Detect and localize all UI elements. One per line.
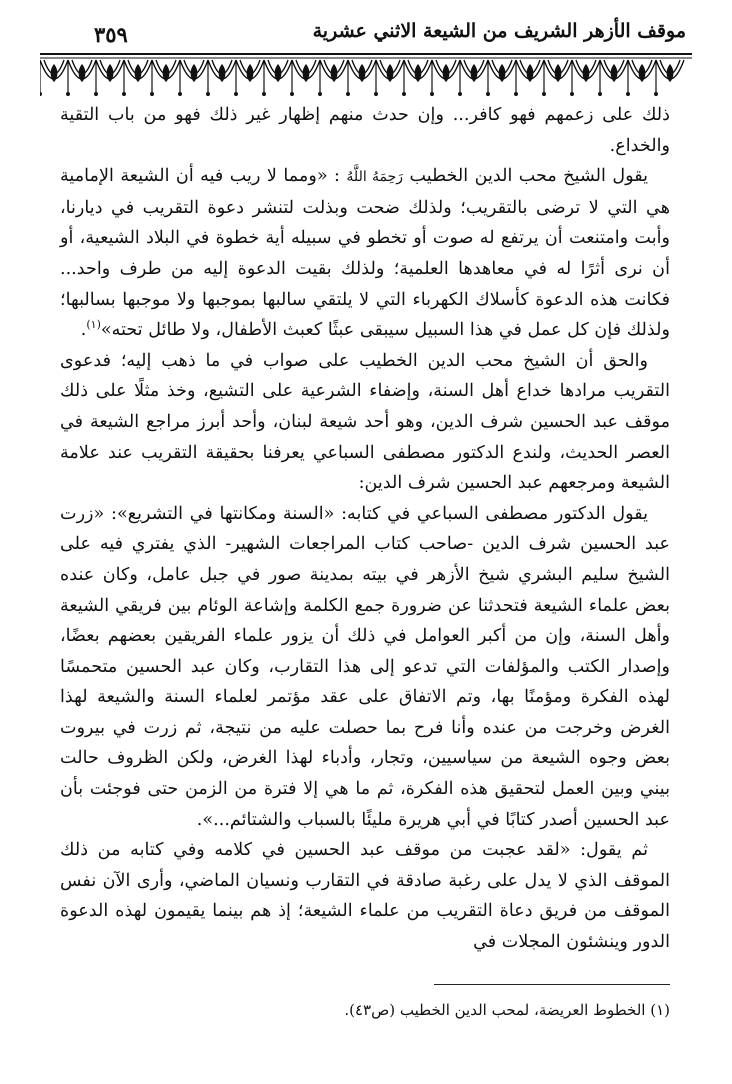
paragraph-5: ثم يقول: «لقد عجبت من موقف عبد الحسين في كلامه وفي كتابه من ذلك الموقف الذي لا يدل على رغبة صادقة في التقارب ونسيان الماضي، وأرى الآن نفس الموقف من فريق دعاة التقريب من علماء الشيعة؛ إذ هم بينما يقيمون لهذه الدعوة الدور وينشئون المجلات في [60, 840, 670, 953]
ornament-leaf [555, 64, 562, 82]
ornament-dot [542, 92, 546, 96]
ornament-dot [374, 92, 378, 96]
ornament-dot [94, 92, 98, 96]
ornament-dot [430, 92, 434, 96]
ornament-dot [458, 92, 462, 96]
ornament-dot [598, 92, 602, 96]
paragraph-3: والحق أن الشيخ محب الدين الخطيب على صواب في ما ذهب إليه؛ فدعوى التقريب مرادها خداع أهل السنة، وإضفاء الشرعية على التشيع، وخذ مثلًا على ذلك موقف عبد الحسين شرف الدين، وهو أحد شيعة لبنان، وأحد أبرز مراجع الشيعة في العصر الحديث، ولندع الدكتور مصطفى السباعي يعرفنا بحقيقة التقريب عند علامة الشيعة ومرجعهم عبد الحسين شرف الدين: [60, 350, 670, 494]
decorative-border-ornament [40, 48, 692, 100]
ornament-dot [570, 92, 574, 96]
ornament-dot [402, 92, 406, 96]
ornament-leaf [639, 64, 646, 82]
ornament-leaf [275, 64, 282, 82]
paragraph-1: ذلك على زعمهم فهو كافر... وإن حدث منهم إظهار غير ذلك فهو من باب التقية والخداع. [60, 105, 670, 156]
ornament-dot [486, 92, 490, 96]
ornament-dot [654, 92, 658, 96]
ornament-leaf [611, 64, 618, 82]
running-title: موقف الأزهر الشريف من الشيعة الاثني عشرية [312, 20, 686, 42]
footnote-reference: (١) [86, 318, 101, 332]
ornament-leaf [387, 64, 394, 82]
ornament-leaf [331, 64, 338, 82]
ornament-dot [346, 92, 350, 96]
ornament-leaf [191, 64, 198, 82]
main-text [60, 100, 670, 958]
page-number: ٣٥٩ [94, 22, 128, 47]
honorific-rahimahullah: رَحِمَهُ اللَّهُ [346, 169, 404, 186]
ornament-leaf [51, 64, 58, 82]
footnote-separator [434, 984, 670, 985]
ornament-leaf [443, 64, 450, 82]
ornament-dot [234, 92, 238, 96]
ornament-dot [122, 92, 126, 96]
ornament-leaf [415, 64, 422, 82]
ornament-leaf [163, 64, 170, 82]
ornament-dot [66, 92, 70, 96]
ornament-dot [40, 92, 42, 96]
ornament-leaf [219, 64, 226, 82]
ornament-dot [290, 92, 294, 96]
ornament-leaf [471, 64, 478, 82]
paragraph-2-end: . [80, 320, 87, 341]
ornament-leaf [667, 64, 674, 82]
ornament-dot [206, 92, 210, 96]
ornament-leaf [79, 64, 86, 82]
paragraph-2-lead: يقول الشيخ محب الدين الخطيب [409, 166, 649, 187]
ornament-leaf [359, 64, 366, 82]
ornament-leaf [303, 64, 310, 82]
ornament-leaf [583, 64, 590, 82]
page-header [40, 4, 692, 100]
ornament-dot [178, 92, 182, 96]
paragraph-2-quote: : «ومما لا ريب فيه أن الشيعة الإمامية هي التي لا ترضى بالتقريب؛ ولذلك ضحت وبذلت لتنشر دعوة التقريب في ديارنا، وأبت وامتنعت أن يرتفع له صوت أو تخطو في سبيله أية خطوة في البلاد الشيعية، أو أن نرى أثرًا له في معاهدها العلمية؛ ولذلك بقيت الدعوة إليه من طرف واحد... فكانت هذه الدعوة كأسلاك الكهرباء التي لا يلتقي سالبها بموجبها ولا موجبها بسالبها؛ ولذلك فإن كل عمل في هذا السبيل سيبقى عبثًا كعبث الأطفال، ولا طائل تحته» [60, 166, 670, 341]
paragraph-4: يقول الدكتور مصطفى السباعي في كتابه: «السنة ومكانتها في التشريع»: «زرت عبد الحسين شرف الدين -صاحب كتاب المراجعات الشهير- الذي يفتري فيه على الشيخ سليم البشري شيخ الأزهر في بيته بمدينة صور في جبل عامل، وكان عنده بعض علماء الشيعة فتحدثنا عن ضرورة جمع الكلمة وإشاعة الوئام بين فريقي الشيعة وأهل السنة، وإن من أكبر العوامل في ذلك أن يزور علماء الفريقين بعضهم بعضًا، وإصدار الكتب والمؤلفات التي تدعو إلى هذا التقارب، وكان عبد الحسين متحمسًا لهذه الفكرة ومؤمنًا بها، وتم الاتفاق على عقد مؤتمر لعلماء السنة والشيعة لهذا الغرض وخرجت من عنده وأنا فرح بما حصلت عليه من نتيجة، ثم زرت في بيروت بعض وجوه الشيعة من سياسيين، وتجار، وأدباء لهذا الغرض، ولكن الظروف حالت بيني وبين العمل لتحقيق هذه الفكرة، ثم ما هي إلا فترة من الزمن حتى فوجئت بأن عبد الحسين أصدر كتابًا في أبي هريرة مليئًا بالسباب والشتائم...». [60, 503, 670, 830]
footnote: (١) الخطوط العريضة، لمحب الدين الخطيب (ص٤٣). [344, 1001, 670, 1019]
ornament-dot [626, 92, 630, 96]
paragraph-2 [60, 161, 670, 346]
ornament-dot [514, 92, 518, 96]
ornament-leaf [247, 64, 254, 82]
ornament-dot [262, 92, 266, 96]
ornament-dot [318, 92, 322, 96]
ornament-leaf [135, 64, 142, 82]
ornament-leaf [499, 64, 506, 82]
ornament-leaf [527, 64, 534, 82]
ornament-dot [150, 92, 154, 96]
ornament-leaf [107, 64, 114, 82]
